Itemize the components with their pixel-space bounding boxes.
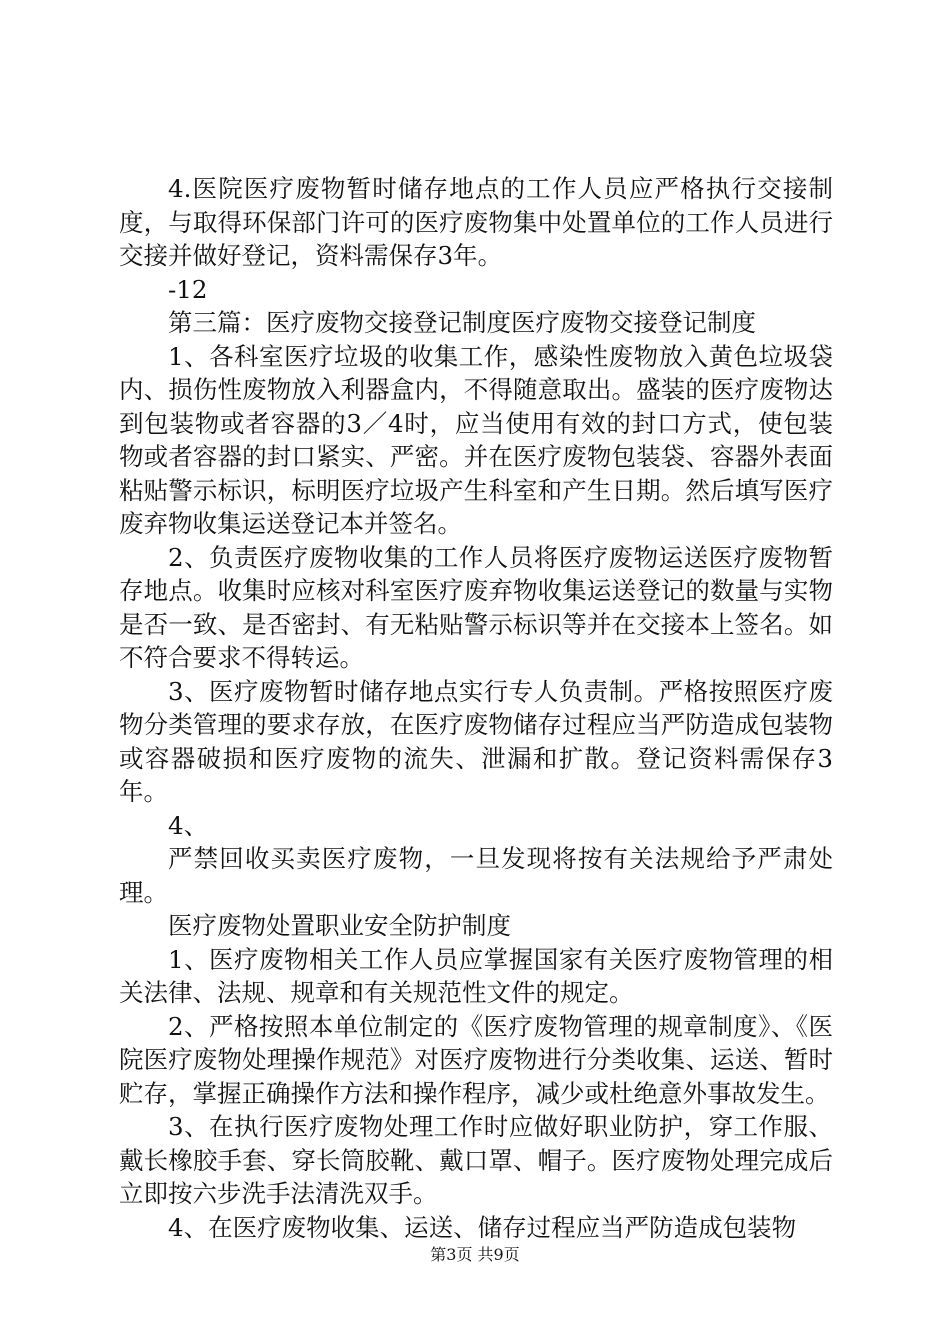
- paragraph-safety-3: 3、在执行医疗废物处理工作时应做好职业防护，穿工作服、戴长橡胶手套、穿长筒胶靴、戴口罩、帽子。医疗废物处理完成后立即按六步洗手法清洗双手。: [119, 1112, 833, 1208]
- paragraph-safety-4: 4、在医疗废物收集、运送、储存过程应当严防造成包装物: [168, 1212, 797, 1242]
- paragraph-item-2-transport: 2、负责医疗废物收集的工作人员将医疗废物运送医疗废物暂存地点。收集时应核对科室医疗废弃物收集运送登记的数量与实物是否一致、是否密封、有无粘贴警示标识等并在交接本上签名。如不符合要求不得转运。: [119, 542, 833, 672]
- paragraph-item-3-storage: 3、医疗废物暂时储存地点实行专人负责制。严格按照医疗废物分类管理的要求存放，在医疗废物储存过程应当严防造成包装物或容器破损和医疗废物的流失、泄漏和扩散。登记资料需保存3年。: [119, 676, 833, 806]
- page-number-footer: 第3页 共9页: [430, 1245, 520, 1264]
- paragraph-page-marker: -12: [168, 274, 208, 304]
- paragraph-item-4-prohibition: 严禁回收买卖医疗废物，一旦发现将按有关法规给予严肃处理。: [119, 844, 833, 907]
- paragraph-safety-2: 2、严格按照本单位制定的《医疗废物管理的规章制度》、《医院医疗废物处理操作规范》对医疗废物进行分类收集、运送、暂时贮存，掌握正确操作方法和操作程序，减少或杜绝意外事故发生。: [119, 1011, 833, 1108]
- document-body: [119, 172, 833, 1244]
- paragraph-item-1-collection: 1、各科室医疗垃圾的收集工作，感染性废物放入黄色垃圾袋内、损伤性废物放入利器盒内，不得随意取出。盛装的医疗废物达到包装物或者容器的3／4时，应当使用有效的封口方式，使包装物或者容器的封口紧实、严密。并在医疗废物包装袋、容器外表面粘贴警示标识，标明医疗垃圾产生科室和产生日期。然后填写医疗废弃物收集运送登记本并签名。: [119, 341, 833, 538]
- paragraph-safety-1: 1、医疗废物相关工作人员应掌握国家有关医疗废物管理的相关法律、法规、规章和有关规范性文件的规定。: [119, 944, 833, 1007]
- section-heading-occupational-safety: 医疗废物处置职业安全防护制度: [168, 911, 511, 940]
- paragraph-storage-handover: 4.医院医疗废物暂时储存地点的工作人员应严格执行交接制度，与取得环保部门许可的医疗废物集中处置单位的工作人员进行交接并做好登记，资料需保存3年。: [119, 174, 833, 270]
- paragraph-item-4-number: 4、: [168, 810, 209, 840]
- section-heading-part-three: 第三篇：医疗废物交接登记制度医疗废物交接登记制度: [168, 308, 756, 337]
